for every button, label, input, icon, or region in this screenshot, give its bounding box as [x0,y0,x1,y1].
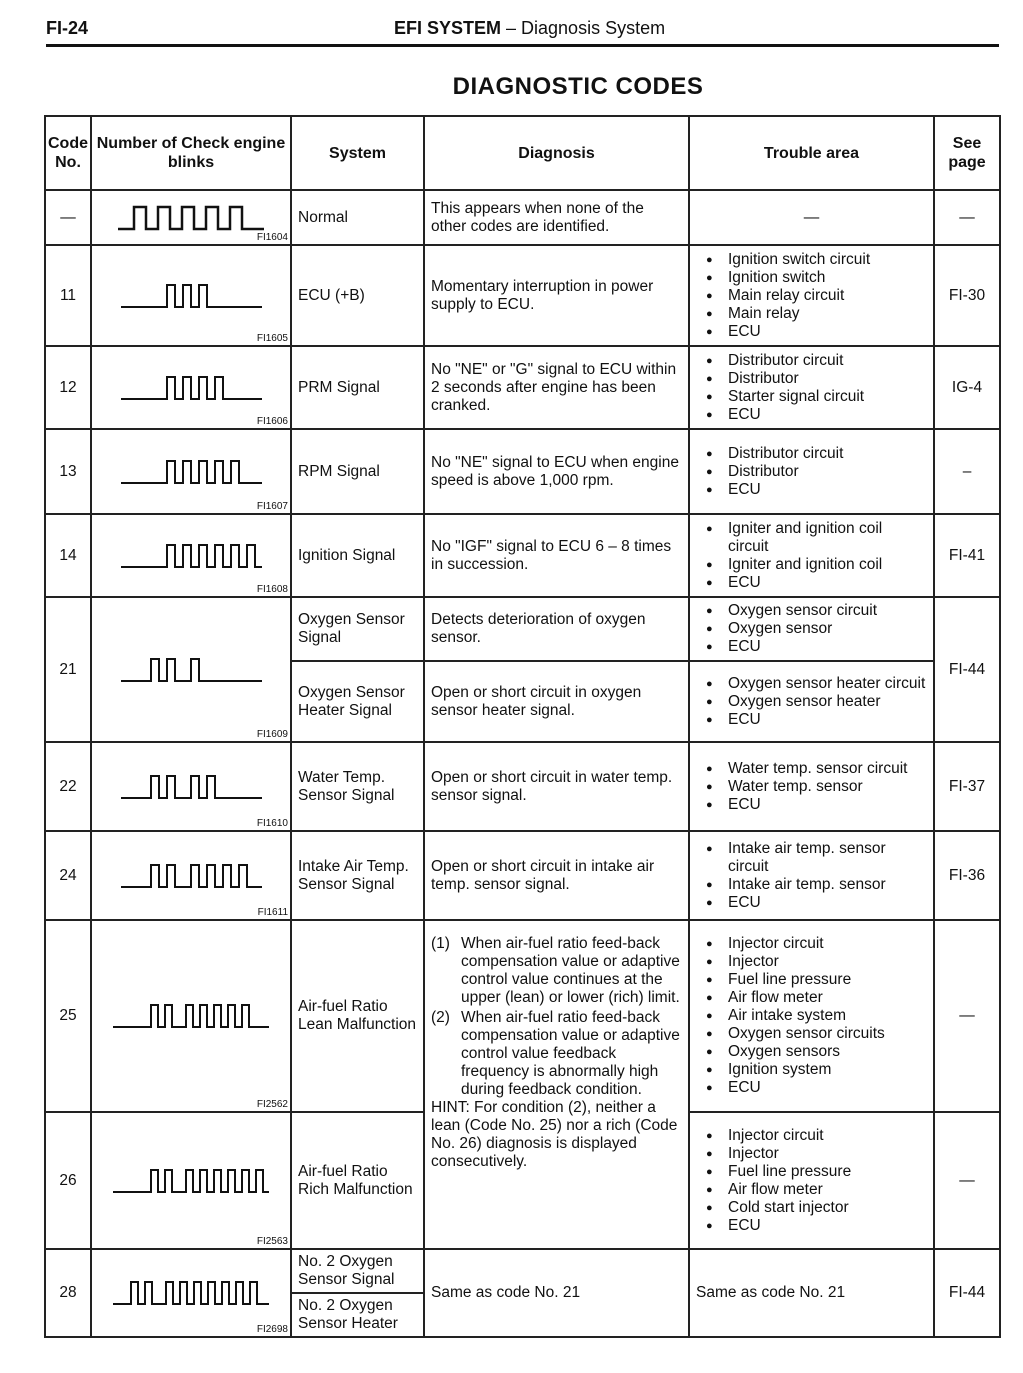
trouble-cell [689,742,934,831]
condition-text: When air-fuel ratio feed-back compensation value or adaptive control value continues at the upper (lean) or lower (rich) limit. [461,935,680,1006]
trouble-list [696,602,927,656]
system-cell: PRM Signal [291,346,424,429]
system-cell: Air-fuel Ratio Rich Malfunction [291,1112,424,1249]
system-cell: Normal [291,190,424,245]
diagnosis-cell: Momentary interruption in power supply to ECU. [424,245,689,346]
see-page-cell: FI-36 [934,831,1000,920]
trouble-item: ● Intake air temp. sensor [706,876,927,894]
trouble-item: ● ECU [706,323,927,341]
blink-pattern-cell [91,429,291,514]
trouble-list [696,840,927,912]
trouble-item: ● Distributor circuit [706,445,927,463]
trouble-item: ● Oxygen sensor heater circuit [706,675,927,693]
section-title-bold: EFI SYSTEM [394,18,502,38]
trouble-cell [689,429,934,514]
page-header [46,18,999,47]
blink-pattern-graphic [116,203,266,233]
trouble-cell: Same as code No. 21 [689,1249,934,1337]
code-cell: 13 [45,429,91,514]
code-cell: 11 [45,245,91,346]
see-page-cell: — [934,1112,1000,1249]
trouble-list [696,445,927,499]
figure-ref: FI2698 [256,1324,288,1335]
trouble-item: ● Cold start injector [706,1199,927,1217]
page-number: FI-24 [46,18,89,38]
trouble-list [696,1127,927,1235]
see-page-cell: FI-44 [934,597,1000,742]
col-header-system: System [291,116,424,190]
figure-ref: FI1611 [257,907,288,918]
figure-ref: FI1607 [256,501,288,512]
trouble-item: ● ECU [706,638,927,656]
table-row [45,346,1000,429]
trouble-cell [689,831,934,920]
blink-pattern-cell [91,190,291,245]
condition-item [431,1009,682,1099]
trouble-list [696,520,927,592]
blink-pattern-cell [91,1112,291,1249]
table-row [45,742,1000,831]
blink-pattern-cell [91,597,291,742]
code-cell: 25 [45,920,91,1112]
trouble-item: ● ECU [706,711,927,729]
code-cell: 14 [45,514,91,597]
condition-number: (1) [431,935,450,952]
blink-pattern-cell [91,920,291,1112]
blink-pattern-cell [91,831,291,920]
trouble-item: ● Starter signal circuit [706,388,927,406]
blink-pattern-graphic [111,1001,271,1031]
trouble-item: ● Ignition switch circuit [706,251,927,269]
system-cell: No. 2 Oxygen Sensor Signal [291,1249,424,1293]
system-cell: ECU (+B) [291,245,424,346]
trouble-item: ● Distributor circuit [706,352,927,370]
diagnosis-cell: Open or short circuit in water temp. sensor signal. [424,742,689,831]
figure-ref: FI1606 [256,416,288,427]
trouble-item: ● ECU [706,894,927,912]
trouble-list [696,251,927,341]
trouble-item: ● Igniter and ignition coil [706,556,927,574]
blink-pattern-cell [91,742,291,831]
trouble-item: ● Water temp. sensor circuit [706,760,927,778]
document-title: DIAGNOSTIC CODES [452,73,704,100]
figure-ref: FI2563 [256,1236,288,1247]
figure-ref: FI1608 [256,584,288,595]
code-cell: 26 [45,1112,91,1249]
trouble-item: ● ECU [706,796,927,814]
see-page-cell: FI-37 [934,742,1000,831]
trouble-cell [689,1112,934,1249]
trouble-item: ● Injector [706,953,927,971]
see-page-cell: IG-4 [934,346,1000,429]
trouble-item: ● Main relay circuit [706,287,927,305]
blink-pattern-graphic [111,1166,271,1196]
section-title-rest: – Diagnosis System [501,18,666,38]
trouble-item: ● Oxygen sensors [706,1043,927,1061]
trouble-item: ● Fuel line pressure [706,1163,927,1181]
trouble-item: ● Air intake system [706,1007,927,1025]
col-header-see: See page [934,116,1000,190]
blink-pattern-cell [91,346,291,429]
system-cell: Air-fuel Ratio Lean Malfunction [291,920,424,1112]
diagnosis-cell: No "NE" signal to ECU when engine speed is above 1,000 rpm. [424,429,689,514]
trouble-cell [689,245,934,346]
diagnosis-cell: Open or short circuit in oxygen sensor heater signal. [424,661,689,742]
trouble-item: ● Air flow meter [706,1181,927,1199]
table-row [45,831,1000,920]
blink-pattern-graphic [119,457,264,487]
code-cell: 22 [45,742,91,831]
diagnosis-cell: Detects deterioration of oxygen sensor. [424,597,689,661]
trouble-cell [689,661,934,742]
table-row [45,245,1000,346]
code-cell: 21 [45,597,91,742]
condition-text: When air-fuel ratio feed-back compensation value or adaptive control value feedback frequency is abnormally high during feedback condition. [461,1009,680,1098]
diagnosis-cell: No "IGF" signal to ECU 6 – 8 times in succession. [424,514,689,597]
trouble-item: ● Distributor [706,370,927,388]
diagnosis-cell: No "NE" or "G" signal to ECU within 2 seconds after engine has been cranked. [424,346,689,429]
trouble-item: ● ECU [706,406,927,424]
code-cell: 24 [45,831,91,920]
trouble-item: ● Air flow meter [706,989,927,1007]
blink-pattern-cell [91,245,291,346]
blink-pattern-cell [91,1249,291,1337]
trouble-item: ● Ignition switch [706,269,927,287]
col-header-trouble: Trouble area [689,116,934,190]
trouble-item: ● Injector circuit [706,935,927,953]
figure-ref: FI1609 [256,729,288,740]
trouble-cell [689,920,934,1112]
table-row [45,920,1000,1112]
section-title [394,18,665,39]
table-row [45,190,1000,245]
table-row [45,429,1000,514]
trouble-item: ● Injector circuit [706,1127,927,1145]
blink-pattern-cell [91,514,291,597]
diagnosis-cell-shared [424,920,689,1249]
condition-number: (2) [431,1009,450,1026]
diagnosis-cell: Same as code No. 21 [424,1249,689,1337]
figure-ref: FI1610 [256,818,288,829]
blink-pattern-graphic [119,541,264,571]
trouble-item: ● Fuel line pressure [706,971,927,989]
hint-note: HINT: For condition (2), neither a lean (Code No. 25) nor a rich (Code No. 26) diagnosis is displayed consecutively. [431,1099,678,1170]
system-cell: Ignition Signal [291,514,424,597]
trouble-list [696,760,927,814]
table-header-row [45,116,1000,190]
see-page-cell: — [934,920,1000,1112]
diagnostic-codes-table [44,115,1001,1338]
system-cell: Intake Air Temp. Sensor Signal [291,831,424,920]
see-page-cell: FI-30 [934,245,1000,346]
blink-pattern-graphic [119,861,264,891]
trouble-item: ● Intake air temp. sensor circuit [706,840,927,876]
trouble-cell [689,346,934,429]
condition-list [431,935,682,1099]
condition-item [431,935,682,1007]
table-row [45,1249,1000,1293]
system-cell: Oxygen Sensor Signal [291,597,424,661]
code-cell: 28 [45,1249,91,1337]
diagnosis-cell: Open or short circuit in intake air temp. sensor signal. [424,831,689,920]
trouble-list [696,935,927,1097]
trouble-list [696,675,927,729]
trouble-item: ● Oxygen sensor heater [706,693,927,711]
system-cell: No. 2 Oxygen Sensor Heater [291,1293,424,1337]
code-cell: 12 [45,346,91,429]
trouble-item: ● Main relay [706,305,927,323]
trouble-item: ● Igniter and ignition coil circuit [706,520,927,556]
blink-pattern-graphic [119,772,264,802]
trouble-item: ● Injector [706,1145,927,1163]
system-cell: Water Temp. Sensor Signal [291,742,424,831]
col-header-diagnosis: Diagnosis [424,116,689,190]
see-page-cell: — [934,190,1000,245]
trouble-item: ● ECU [706,1217,927,1235]
trouble-cell: — [689,190,934,245]
figure-ref: FI1605 [256,333,288,344]
code-cell: — [45,190,91,245]
trouble-item: ● Water temp. sensor [706,778,927,796]
system-cell: RPM Signal [291,429,424,514]
trouble-cell [689,597,934,661]
col-header-blinks: Number of Check engine blinks [91,116,291,190]
trouble-list [696,352,927,424]
see-page-cell: FI-44 [934,1249,1000,1337]
trouble-item: ● ECU [706,574,927,592]
system-cell: Oxygen Sensor Heater Signal [291,661,424,742]
blink-pattern-graphic [119,373,264,403]
table-row [45,514,1000,597]
trouble-item: ● Ignition system [706,1061,927,1079]
blink-pattern-graphic [119,655,264,685]
trouble-item: ● ECU [706,481,927,499]
blink-pattern-graphic [119,281,264,311]
table-row [45,597,1000,661]
trouble-cell [689,514,934,597]
see-page-cell: FI-41 [934,514,1000,597]
trouble-item: ● Oxygen sensor circuit [706,602,927,620]
diagnosis-cell: This appears when none of the other codes are identified. [424,190,689,245]
figure-ref: FI1604 [256,232,288,243]
blink-pattern-graphic [111,1278,271,1308]
trouble-item: ● ECU [706,1079,927,1097]
col-header-code: Code No. [45,116,91,190]
trouble-item: ● Oxygen sensor [706,620,927,638]
figure-ref: FI2562 [256,1099,288,1110]
trouble-item: ● Oxygen sensor circuits [706,1025,927,1043]
trouble-item: ● Distributor [706,463,927,481]
see-page-cell: – [934,429,1000,514]
